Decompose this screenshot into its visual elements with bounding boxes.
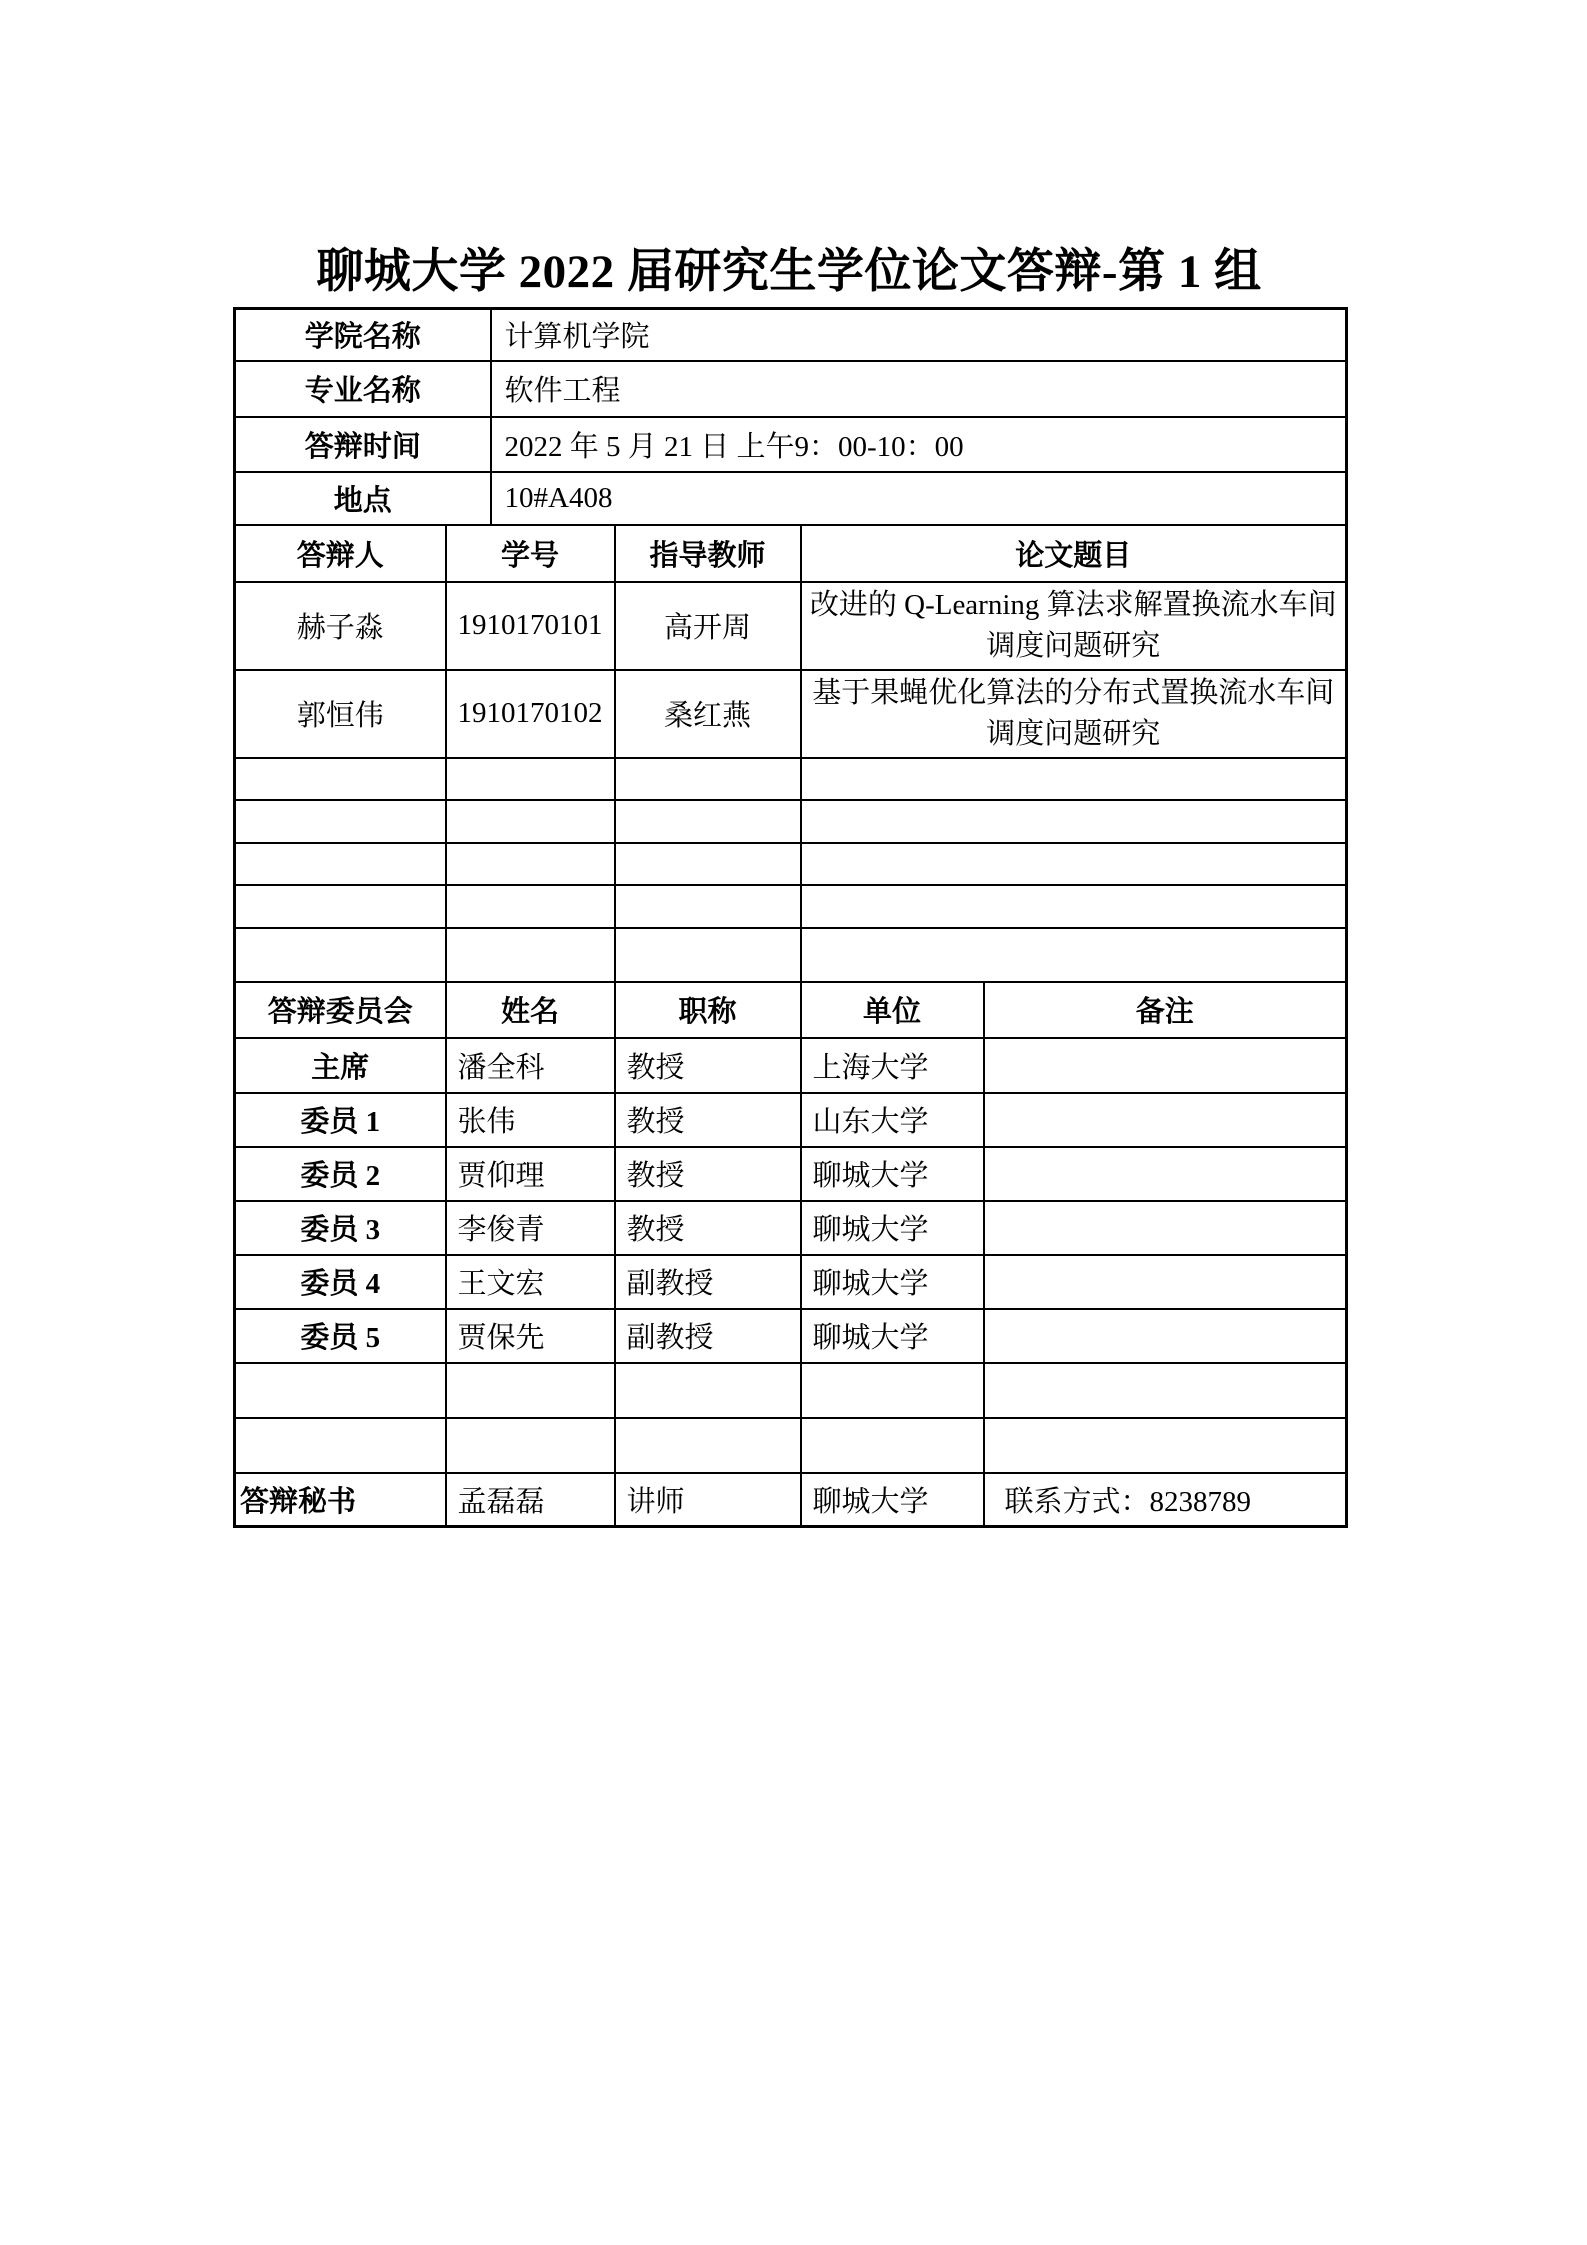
student-row bbox=[235, 670, 1347, 758]
committee-header-cell: 答辩委员会 bbox=[235, 982, 446, 1038]
empty-cell bbox=[235, 885, 446, 928]
info-label: 答辩时间 bbox=[235, 417, 491, 472]
committee-title-cell: 副教授 bbox=[615, 1309, 801, 1363]
empty-cell bbox=[801, 928, 1347, 982]
empty-cell bbox=[235, 843, 446, 885]
committee-role-cell: 委员 4 bbox=[235, 1255, 446, 1309]
empty-cell bbox=[801, 758, 1347, 800]
committee-name-cell: 潘全科 bbox=[446, 1038, 615, 1093]
empty-row bbox=[235, 1418, 1347, 1473]
empty-cell bbox=[446, 885, 615, 928]
committee-unit-cell: 上海大学 bbox=[801, 1038, 984, 1093]
empty-cell bbox=[801, 800, 1347, 843]
committee-header-cell: 姓名 bbox=[446, 982, 615, 1038]
secretary-contact-cell: 联系方式：8238789 bbox=[984, 1473, 1347, 1527]
info-value: 2022 年 5 月 21 日 上午9：00-10：00 bbox=[491, 417, 1347, 472]
defense-header-cell: 论文题目 bbox=[801, 525, 1347, 582]
info-row bbox=[235, 472, 1347, 525]
empty-cell bbox=[446, 758, 615, 800]
info-label: 学院名称 bbox=[235, 309, 491, 361]
committee-row bbox=[235, 1255, 1347, 1309]
committee-note-cell bbox=[984, 1093, 1347, 1147]
info-row bbox=[235, 361, 1347, 417]
committee-role-cell: 委员 2 bbox=[235, 1147, 446, 1201]
empty-row bbox=[235, 800, 1347, 843]
secretary-name-cell: 孟磊磊 bbox=[446, 1473, 615, 1527]
empty-cell bbox=[615, 843, 801, 885]
thesis-title-cell: 基于果蝇优化算法的分布式置换流水车间调度问题研究 bbox=[801, 670, 1347, 758]
committee-name-cell: 王文宏 bbox=[446, 1255, 615, 1309]
committee-row bbox=[235, 1038, 1347, 1093]
info-value: 计算机学院 bbox=[491, 309, 1347, 361]
empty-cell bbox=[801, 843, 1347, 885]
info-row bbox=[235, 309, 1347, 361]
committee-unit-cell: 山东大学 bbox=[801, 1093, 984, 1147]
committee-title-cell: 教授 bbox=[615, 1093, 801, 1147]
secretary-row bbox=[235, 1473, 1347, 1527]
defense-header-cell: 指导教师 bbox=[615, 525, 801, 582]
committee-name-cell: 贾仰理 bbox=[446, 1147, 615, 1201]
committee-title-cell: 教授 bbox=[615, 1038, 801, 1093]
empty-cell bbox=[235, 928, 446, 982]
empty-cell bbox=[801, 1418, 984, 1473]
committee-unit-cell: 聊城大学 bbox=[801, 1201, 984, 1255]
committee-row bbox=[235, 1309, 1347, 1363]
empty-cell bbox=[615, 1363, 801, 1418]
advisor-cell: 高开周 bbox=[615, 582, 801, 670]
empty-row bbox=[235, 758, 1347, 800]
defense-header-cell: 学号 bbox=[446, 525, 615, 582]
empty-cell bbox=[984, 1363, 1347, 1418]
student-name-cell: 赫子淼 bbox=[235, 582, 446, 670]
empty-cell bbox=[446, 1363, 615, 1418]
committee-header-cell: 职称 bbox=[615, 982, 801, 1038]
empty-cell bbox=[615, 758, 801, 800]
empty-cell bbox=[615, 1418, 801, 1473]
student-id-cell: 1910170102 bbox=[446, 670, 615, 758]
committee-title-cell: 教授 bbox=[615, 1147, 801, 1201]
empty-cell bbox=[446, 1418, 615, 1473]
committee-header-row bbox=[235, 982, 1347, 1038]
committee-header-cell: 单位 bbox=[801, 982, 984, 1038]
document-title: 聊城大学 2022 届研究生学位论文答辩-第 1 组 bbox=[316, 246, 1262, 298]
committee-header-cell: 备注 bbox=[984, 982, 1347, 1038]
defense-schedule-table bbox=[233, 307, 1348, 1528]
empty-cell bbox=[235, 800, 446, 843]
empty-cell bbox=[801, 885, 1347, 928]
committee-row bbox=[235, 1201, 1347, 1255]
committee-role-cell: 主席 bbox=[235, 1038, 446, 1093]
empty-cell bbox=[446, 800, 615, 843]
thesis-title-cell: 改进的 Q-Learning 算法求解置换流水车间调度问题研究 bbox=[801, 582, 1347, 670]
committee-row bbox=[235, 1147, 1347, 1201]
empty-cell bbox=[446, 928, 615, 982]
defense-header-row bbox=[235, 525, 1347, 582]
empty-cell bbox=[615, 800, 801, 843]
secretary-role-cell: 答辩秘书 bbox=[235, 1473, 446, 1527]
committee-name-cell: 李俊青 bbox=[446, 1201, 615, 1255]
committee-title-cell: 副教授 bbox=[615, 1255, 801, 1309]
empty-row bbox=[235, 1363, 1347, 1418]
info-label: 地点 bbox=[235, 472, 491, 525]
committee-note-cell bbox=[984, 1038, 1347, 1093]
student-row bbox=[235, 582, 1347, 670]
info-value: 软件工程 bbox=[491, 361, 1347, 417]
committee-role-cell: 委员 5 bbox=[235, 1309, 446, 1363]
secretary-title-cell: 讲师 bbox=[615, 1473, 801, 1527]
committee-note-cell bbox=[984, 1309, 1347, 1363]
advisor-cell: 桑红燕 bbox=[615, 670, 801, 758]
student-id-cell: 1910170101 bbox=[446, 582, 615, 670]
info-row bbox=[235, 417, 1347, 472]
empty-cell bbox=[446, 843, 615, 885]
empty-cell bbox=[984, 1418, 1347, 1473]
info-label: 专业名称 bbox=[235, 361, 491, 417]
committee-unit-cell: 聊城大学 bbox=[801, 1147, 984, 1201]
defense-header-cell: 答辩人 bbox=[235, 525, 446, 582]
empty-cell bbox=[615, 928, 801, 982]
committee-note-cell bbox=[984, 1255, 1347, 1309]
committee-unit-cell: 聊城大学 bbox=[801, 1255, 984, 1309]
committee-note-cell bbox=[984, 1201, 1347, 1255]
empty-cell bbox=[801, 1363, 984, 1418]
empty-row bbox=[235, 928, 1347, 982]
empty-row bbox=[235, 885, 1347, 928]
empty-row bbox=[235, 843, 1347, 885]
committee-name-cell: 贾保先 bbox=[446, 1309, 615, 1363]
empty-cell bbox=[235, 1418, 446, 1473]
committee-note-cell bbox=[984, 1147, 1347, 1201]
committee-row bbox=[235, 1093, 1347, 1147]
empty-cell bbox=[235, 758, 446, 800]
committee-unit-cell: 聊城大学 bbox=[801, 1309, 984, 1363]
committee-role-cell: 委员 1 bbox=[235, 1093, 446, 1147]
info-value: 10#A408 bbox=[491, 472, 1347, 525]
committee-title-cell: 教授 bbox=[615, 1201, 801, 1255]
committee-name-cell: 张伟 bbox=[446, 1093, 615, 1147]
committee-role-cell: 委员 3 bbox=[235, 1201, 446, 1255]
empty-cell bbox=[235, 1363, 446, 1418]
secretary-unit-cell: 聊城大学 bbox=[801, 1473, 984, 1527]
student-name-cell: 郭恒伟 bbox=[235, 670, 446, 758]
empty-cell bbox=[615, 885, 801, 928]
